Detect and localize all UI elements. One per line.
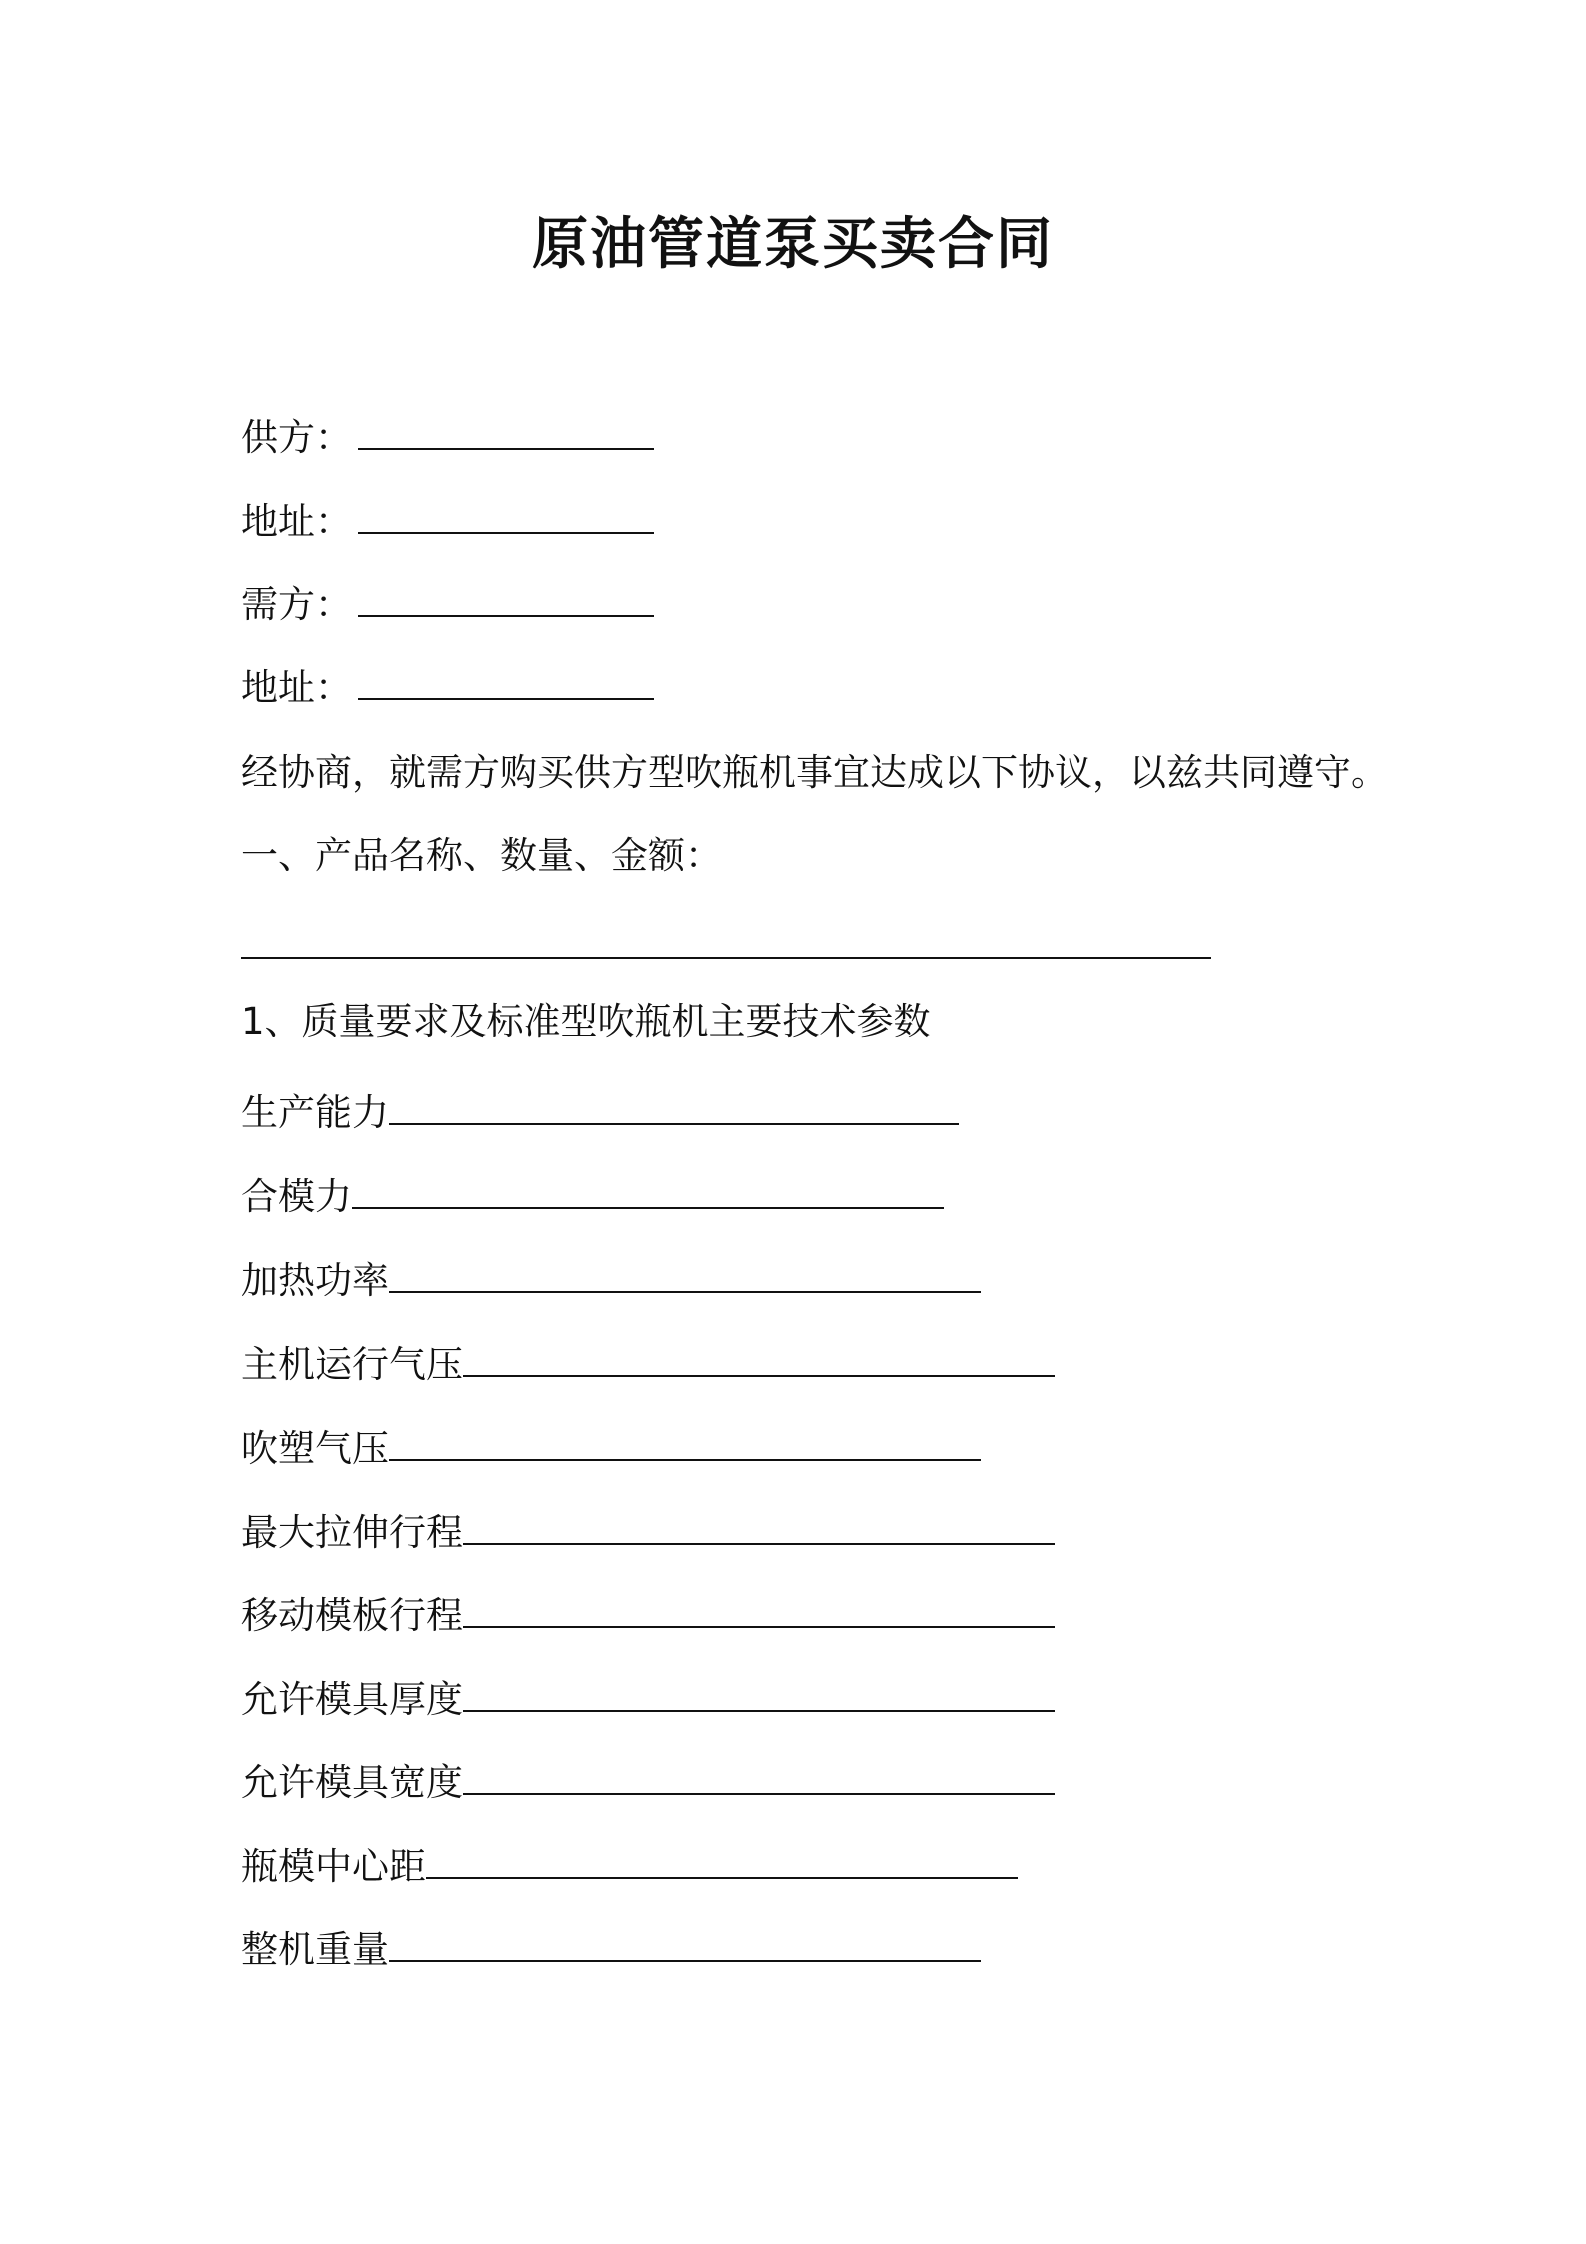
parameter-blank-line[interactable]: [389, 1093, 959, 1125]
parameter-label: 瓶模中心距: [241, 1845, 426, 1888]
section-1-fill-line[interactable]: [241, 957, 1211, 959]
parameter-row: [241, 1256, 981, 1306]
document-title: 原油管道泵买卖合同: [532, 212, 1054, 277]
section-1-heading: 一、产品名称、数量、金额：: [241, 834, 722, 877]
parameter-blank-line[interactable]: [352, 1177, 944, 1209]
parameter-label: 合模力: [241, 1175, 352, 1218]
parameter-label: 主机运行气压: [241, 1343, 463, 1386]
parameter-blank-line[interactable]: [426, 1847, 1018, 1879]
party-label: 地址：: [241, 500, 352, 543]
parameter-blank-line[interactable]: [463, 1596, 1055, 1628]
parameter-blank-line[interactable]: [389, 1261, 981, 1293]
party-row-supplier-address: [241, 497, 654, 547]
parameter-row: [241, 1424, 981, 1474]
parameter-row: [241, 1508, 1055, 1558]
party-label: 地址：: [241, 666, 352, 709]
parameter-row: [241, 1088, 959, 1138]
parameter-row: [241, 1842, 1018, 1892]
party-blank-line[interactable]: [358, 668, 654, 700]
parameter-label: 允许模具厚度: [241, 1678, 463, 1721]
parameter-blank-line[interactable]: [389, 1930, 981, 1962]
parameter-row: [241, 1340, 1055, 1390]
parameter-label: 最大拉伸行程: [241, 1511, 463, 1554]
party-row-buyer: [241, 580, 654, 630]
party-label: 需方：: [241, 583, 352, 626]
parameter-blank-line[interactable]: [463, 1345, 1055, 1377]
party-row-buyer-address: [241, 663, 654, 713]
parameter-label: 吹塑气压: [241, 1427, 389, 1470]
intro-paragraph: 经协商，就需方购买供方型吹瓶机事宜达成以下协议，以兹共同遵守。: [241, 751, 1388, 794]
parameter-row: [241, 1591, 1055, 1641]
parameter-label: 加热功率: [241, 1259, 389, 1302]
parameter-row: [241, 1925, 981, 1975]
party-row-supplier: [241, 413, 654, 463]
parameter-label: 生产能力: [241, 1091, 389, 1134]
party-blank-line[interactable]: [358, 418, 654, 450]
parameter-row: [241, 1172, 944, 1222]
parameter-label: 整机重量: [241, 1928, 389, 1971]
subsection-1-heading: 1、质量要求及标准型吹瓶机主要技术参数: [241, 1000, 931, 1043]
parameter-row: [241, 1758, 1055, 1808]
parameter-label: 移动模板行程: [241, 1594, 463, 1637]
party-blank-line[interactable]: [358, 502, 654, 534]
parameter-blank-line[interactable]: [463, 1513, 1055, 1545]
parameter-label: 允许模具宽度: [241, 1761, 463, 1804]
party-label: 供方：: [241, 416, 352, 459]
party-blank-line[interactable]: [358, 585, 654, 617]
parameter-blank-line[interactable]: [463, 1763, 1055, 1795]
parameter-blank-line[interactable]: [389, 1429, 981, 1461]
parameter-blank-line[interactable]: [463, 1680, 1055, 1712]
parameter-row: [241, 1675, 1055, 1725]
